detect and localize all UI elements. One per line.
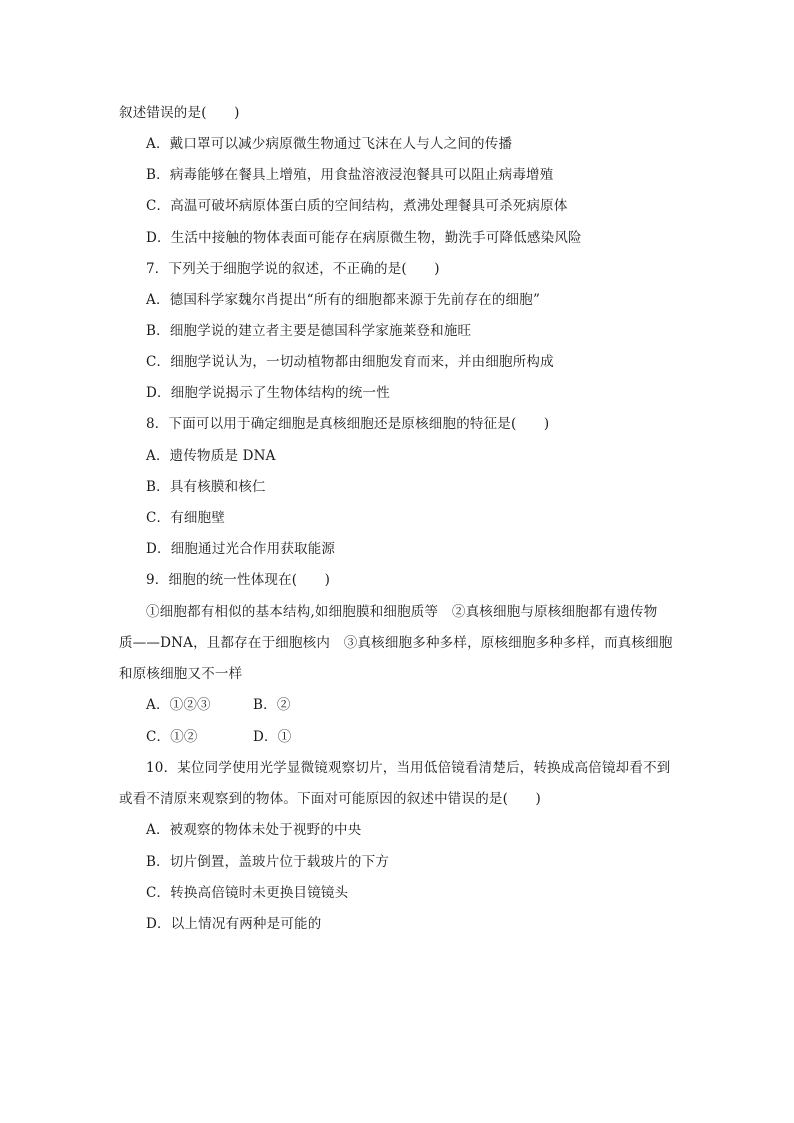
q7-option-c: C．细胞学说认为，一切动植物都由细胞发育而来，并由细胞所构成 bbox=[146, 354, 554, 370]
q9-option-c: C．①② bbox=[146, 729, 198, 745]
q9-statement-line-2: 质——DNA，且都存在于细胞核内 ③真核细胞多种多样，原核细胞多种多样，而真核细胞 bbox=[119, 635, 673, 651]
q8-option-d: D．细胞通过光合作用获取能源 bbox=[146, 541, 336, 557]
q9-option-b: B．② bbox=[253, 697, 291, 713]
q9-option-a: A．①②③ bbox=[146, 697, 211, 713]
q9-statement-line-1: ①细胞都有相似的基本结构,如细胞膜和细胞质等 ②真核细胞与原核细胞都有遗传物 bbox=[146, 604, 658, 620]
q9-option-d: D．① bbox=[253, 729, 292, 745]
q8-stem: 8．下面可以用于确定细胞是真核细胞还是原核细胞的特征是( ) bbox=[146, 416, 550, 432]
q9-stem: 9．细胞的统一性体现在( ) bbox=[146, 572, 331, 588]
q10-stem-line-2: 或看不清原来观察到的物体。下面对可能原因的叙述中错误的是( ) bbox=[119, 791, 541, 807]
q9-options-row-1 bbox=[146, 695, 446, 715]
q6-option-a: A．戴口罩可以减少病原微生物通过飞沫在人与人之间的传播 bbox=[146, 136, 513, 152]
q6-stem-tail: 叙述错误的是( ) bbox=[119, 105, 240, 121]
q7-stem: 7．下列关于细胞学说的叙述，不正确的是( ) bbox=[146, 261, 440, 277]
q10-option-c: C．转换高倍镜时未更换目镜镜头 bbox=[146, 885, 349, 901]
q10-option-a: A．被观察的物体未处于视野的中央 bbox=[146, 822, 362, 838]
q6-option-c: C．高温可破坏病原体蛋白质的空间结构，煮沸处理餐具可杀死病原体 bbox=[146, 198, 568, 214]
q6-option-d: D．生活中接触的物体表面可能存在病原微生物，勤洗手可降低感染风险 bbox=[146, 230, 582, 246]
q7-option-d: D．细胞学说揭示了生物体结构的统一性 bbox=[146, 385, 390, 401]
q10-option-b: B．切片倒置，盖玻片位于载玻片的下方 bbox=[146, 854, 390, 870]
q6-option-b: B．病毒能够在餐具上增殖，用食盐溶液浸泡餐具可以阻止病毒增殖 bbox=[146, 167, 554, 183]
q8-option-c: C．有细胞壁 bbox=[146, 510, 226, 526]
q10-option-d: D．以上情况有两种是可能的 bbox=[146, 916, 322, 932]
q7-option-a: A．德国科学家魏尔肖提出“所有的细胞都来源于先前存在的细胞” bbox=[146, 292, 541, 308]
q10-stem-line-1: 10．某位同学使用光学显微镜观察切片，当用低倍镜看清楚后，转换成高倍镜却看不到 bbox=[146, 760, 671, 776]
q9-options-row-2 bbox=[146, 727, 446, 747]
q8-option-b: B．具有核膜和核仁 bbox=[146, 479, 266, 495]
q9-statement-line-3: 和原核细胞又不一样 bbox=[119, 666, 243, 682]
q8-option-a: A．遗传物质是 DNA bbox=[146, 448, 276, 464]
q7-option-b: B．细胞学说的建立者主要是德国科学家施莱登和施旺 bbox=[146, 323, 472, 339]
